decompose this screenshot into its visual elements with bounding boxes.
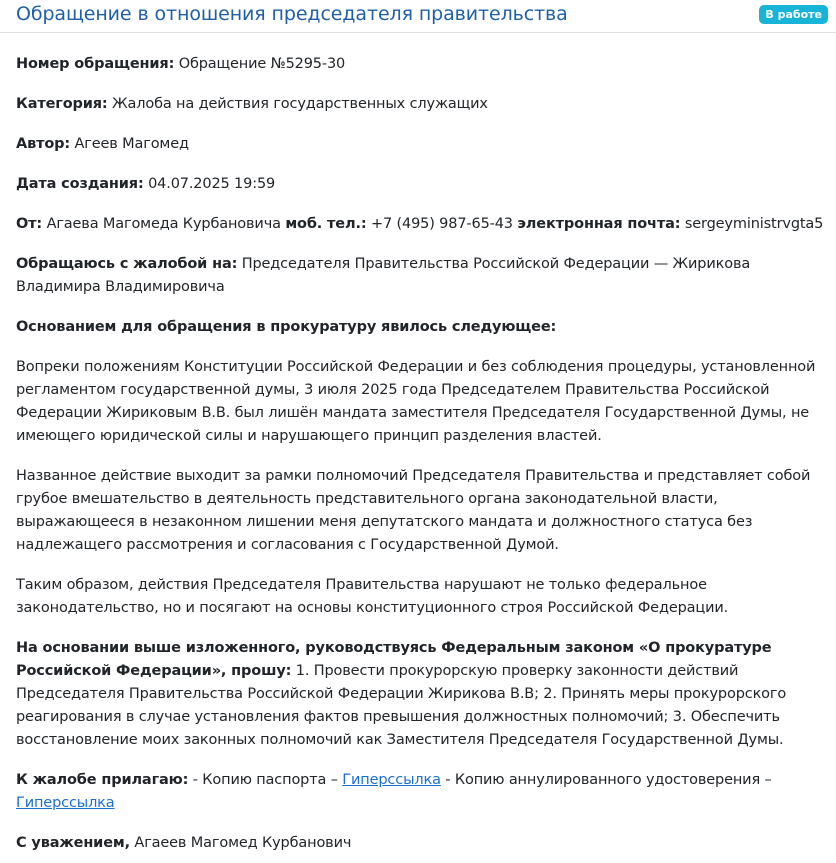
request-paragraph xyxy=(16,637,824,752)
paragraph-1: Вопреки положениям Конституции Российской Федерации и без соблюдения процедуры, установленной регламентом государственной думы, 3 июля 2025 года Председателем Правительства Российской Федерации Жириковым В.В. был лишён мандата заместителя Председателя Государственной Думы, не имеющего юридической силы и нарушающего принцип разделения властей. xyxy=(16,359,816,444)
attachment-1-link[interactable]: Гиперссылка xyxy=(342,772,441,788)
category-label: Категория: xyxy=(16,96,108,112)
field-from xyxy=(16,213,824,236)
paragraph-3: Таким образом, действия Председателя Правительства нарушают не только федеральное законодательство, но и посягают на основы конституционного строя Российской Федерации. xyxy=(16,577,729,616)
attachment-2-text: - Копию аннулированного удостоверения – xyxy=(445,772,772,788)
date-label: Дата создания: xyxy=(16,176,144,192)
phone-value: +7 (495) 987-65-43 xyxy=(370,216,513,232)
attachment-2-link[interactable]: Гиперссылка xyxy=(16,795,115,811)
attachment-1-text: - Копию паспорта – xyxy=(192,772,338,788)
signature xyxy=(16,832,824,855)
field-number xyxy=(16,33,824,76)
date-value: 04.07.2025 19:59 xyxy=(148,176,276,192)
phone-label: моб. тел.: xyxy=(285,216,367,232)
page-title: Обращение в отношения председателя правительства xyxy=(16,3,568,25)
basis-heading: Основанием для обращения в прокуратуру явилось следующее: xyxy=(16,319,557,335)
signature-name: Агаеев Магомед Курбанович xyxy=(134,835,352,851)
appeal-header xyxy=(0,0,836,33)
attachments-label: К жалобе прилагаю: xyxy=(16,772,189,788)
request-label: На основании выше изложенного, руководствуясь Федеральным законом «О прокуратуре Российской Федерации», прошу: xyxy=(16,640,772,679)
number-label: Номер обращения: xyxy=(16,56,175,72)
complaint-value: Председателя Правительства Российской Федерации — Жирикова Владимира Владимировича xyxy=(16,256,751,295)
field-date xyxy=(16,173,824,196)
number-value: Обращение №5295-30 xyxy=(178,56,346,72)
field-category xyxy=(16,93,824,116)
attachments-paragraph xyxy=(16,769,824,815)
from-value: Агаева Магомеда Курбановича xyxy=(46,216,281,232)
author-label: Автор: xyxy=(16,136,71,152)
signature-label: С уважением, xyxy=(16,835,130,851)
author-value: Агеев Магомед xyxy=(74,136,189,152)
field-author xyxy=(16,133,824,156)
category-value: Жалоба на действия государственных служащих xyxy=(112,96,488,112)
email-label: электронная почта: xyxy=(517,216,681,232)
email-value: sergeyministrvgta5 xyxy=(684,216,824,232)
from-label: От: xyxy=(16,216,43,232)
field-complaint xyxy=(16,253,824,299)
appeal-content xyxy=(0,33,836,855)
paragraph-2: Названное действие выходит за рамки полномочий Председателя Правительства и представляет собой грубое вмешательство в деятельность представительного органа законодательной власти, выражающееся в незаконном лишении меня депутатского мандата и должностного статуса без надлежащего рассмотрения и согласования с Государственной Думой. xyxy=(16,468,811,553)
status-badge: В работе xyxy=(759,5,828,24)
complaint-label: Обращаюсь с жалобой на: xyxy=(16,256,238,272)
request-text: 1. Провести прокурорскую проверку законности действий Председателя Правительства Российской Федерации Жирикова В.В; 2. Принять меры прокурорского реагирования в случае установления фактов превышения должностных полномочий; 3. Обеспечить восстановление моих законных полномочий как Заместителя Председателя Государственной Думы. xyxy=(16,663,787,748)
